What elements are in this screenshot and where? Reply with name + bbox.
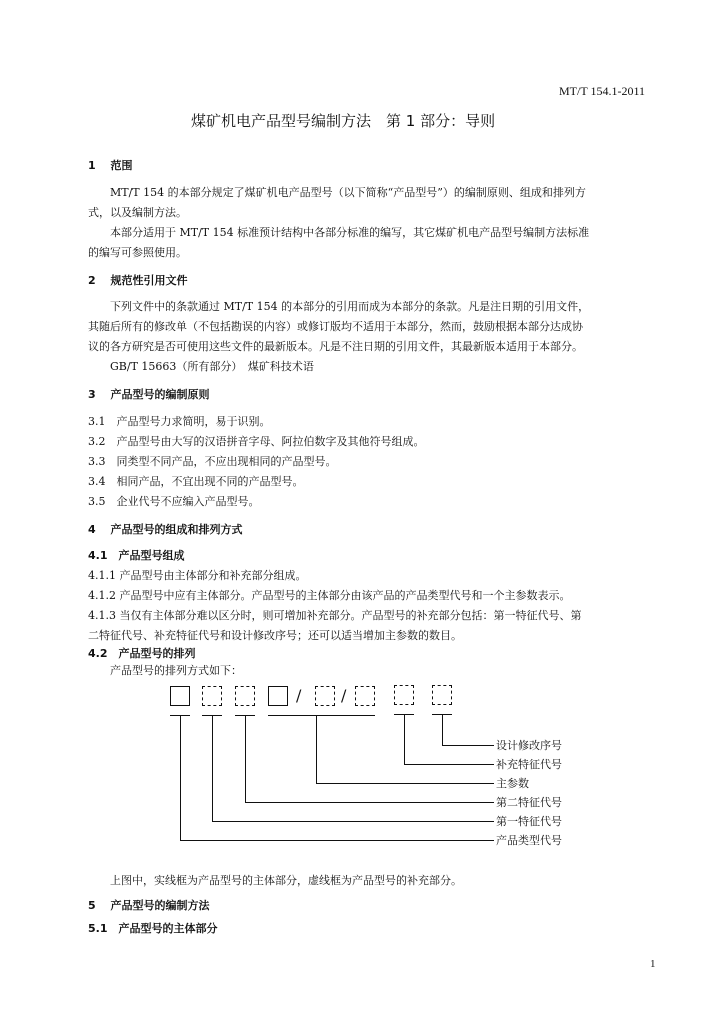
section-4-heading: 4 产品型号的组成和排列方式	[88, 523, 243, 536]
section-1-heading: 1 范围	[88, 159, 133, 172]
section-1-para-1-line-2: 式，以及编制方法。	[88, 206, 187, 219]
section-4-1-3-line-2: 二特征代号、补充特征代号和设计修改序号；还可以适当增加主参数的数目。	[88, 629, 462, 642]
leader-first-feature	[212, 821, 494, 822]
dashed-box-main-parameter	[315, 686, 335, 706]
section-1-para-1-line-1: MT/T 154 的本部分规定了煤矿机电产品型号（以下简称“产品型号”）的编制原则、组成和排列方	[110, 186, 586, 199]
label-main-parameter: 主参数	[496, 777, 529, 790]
underline-main-parameter	[268, 715, 375, 716]
leader-main-parameter	[316, 715, 317, 783]
label-first-feature: 第一特征代号	[496, 815, 562, 828]
section-1-para-2-line-2: 的编写可参照使用。	[88, 246, 187, 259]
label-second-feature: 第二特征代号	[496, 796, 562, 809]
section-4-2-text: 产品型号的排列方式如下：	[110, 664, 242, 677]
section-4-1-2: 4.1.2 产品型号中应有主体部分。产品型号的主体部分由该产品的产品类型代号和一个主参数表示。	[88, 589, 571, 602]
section-2-line-2: 其随后所有的修改单（不包括勘误的内容）或修订版均不适用于本部分，然而，鼓励根据本部分达成协	[88, 320, 583, 333]
section-2-heading: 2 规范性引用文件	[88, 274, 188, 287]
leader-supplementary-feature	[404, 714, 405, 764]
solid-box-product-type	[170, 686, 190, 706]
leader-first-feature	[212, 715, 213, 821]
label-design-revision: 设计修改序号	[496, 739, 562, 752]
section-3-heading: 3 产品型号的编制原则	[88, 388, 210, 401]
leader-product-type	[180, 840, 494, 841]
diagram-caption: 上图中，实线框为产品型号的主体部分，虚线框为产品型号的补充部分。	[110, 874, 462, 887]
separator-slash: /	[296, 686, 302, 705]
section-3-item: 3.3 同类型不同产品，不应出现相同的产品型号。	[88, 455, 337, 468]
dashed-box-second-feature	[235, 686, 255, 706]
document-title: 煤矿机电产品型号编制方法 第 1 部分：导则	[191, 112, 496, 130]
leader-main-parameter	[316, 783, 494, 784]
section-2-line-3: 议的各方研究是否可使用这些文件的最新版本。凡是不注日期的引用文件，其最新版本适用于本部分。	[88, 340, 583, 353]
leader-second-feature	[245, 715, 246, 802]
dashed-box-supplementary-feature	[394, 685, 414, 705]
label-product-type: 产品类型代号	[496, 834, 562, 847]
standard-number: MT/T 154.1-2011	[559, 84, 645, 98]
dashed-box-main-parameter	[355, 686, 375, 706]
solid-box-main-parameter	[268, 686, 288, 706]
section-4-1-1: 4.1.1 产品型号由主体部分和补充部分组成。	[88, 569, 307, 582]
section-3-item: 3.2 产品型号由大写的汉语拼音字母、阿拉伯数字及其他符号组成。	[88, 435, 425, 448]
leader-second-feature	[245, 802, 494, 803]
section-3-item: 3.4 相同产品，不宜出现不同的产品型号。	[88, 475, 304, 488]
page-number: 1	[650, 958, 656, 970]
section-1-para-2-line-1: 本部分适用于 MT/T 154 标准预计结构中各部分标准的编写，其它煤矿机电产品型号编制方法标准	[110, 226, 590, 239]
dashed-box-design-revision	[432, 685, 452, 705]
label-supplementary-feature: 补充特征代号	[496, 758, 562, 771]
section-5-heading: 5 产品型号的编制方法	[88, 899, 210, 912]
section-5-1-heading: 5.1 产品型号的主体部分	[88, 922, 218, 935]
leader-supplementary-feature	[404, 764, 494, 765]
leader-design-revision	[442, 714, 443, 745]
section-2-reference: GB/T 15663（所有部分） 煤矿科技术语	[110, 360, 314, 373]
dashed-box-first-feature	[202, 686, 222, 706]
section-3-item: 3.5 企业代号不应编入产品型号。	[88, 495, 260, 508]
leader-product-type	[180, 715, 181, 840]
section-4-1-heading: 4.1 产品型号组成	[88, 549, 185, 562]
separator-slash: /	[341, 686, 347, 705]
section-4-1-3-line-1: 4.1.3 当仅有主体部分难以区分时，则可增加补充部分。产品型号的补充部分包括：第一特征代号、第	[88, 609, 582, 622]
section-2-line-1: 下列文件中的条款通过 MT/T 154 的本部分的引用而成为本部分的条款。凡是注日期的引用文件，	[110, 300, 590, 313]
leader-design-revision	[442, 745, 494, 746]
section-4-2-heading: 4.2 产品型号的排列	[88, 647, 196, 660]
section-3-item: 3.1 产品型号力求简明，易于识别。	[88, 415, 271, 428]
